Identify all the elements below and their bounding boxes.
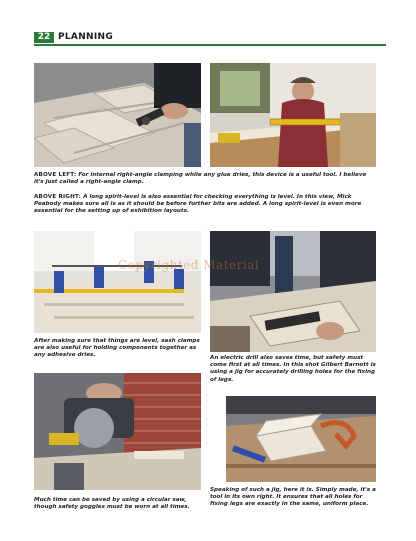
watermark: Copyrighted Material [118, 258, 260, 272]
photo-drilling-jig [226, 396, 376, 482]
header-rule [34, 44, 386, 46]
caption-jig [210, 487, 376, 509]
caption-circular-saw [34, 497, 201, 511]
page-number: 22 [34, 32, 54, 43]
caption-electric-drill [210, 355, 376, 384]
caption-text: After making sure that things are level, sash clamps are also useful for holding components together as any adhesive dries. [34, 338, 200, 359]
section-title: PLANNING [58, 32, 114, 42]
page-header [34, 32, 386, 43]
photo-right-angle-clamp [34, 63, 201, 167]
caption-text: Speaking of such a jig, here it is. Simply made, it's a tool in its own right. It ensures that all holes for fixing legs are exactly in the same, uniform place. [210, 487, 376, 508]
caption-text: A long spirit-level is also essential for checking everything is level. In this view, Mick Peabody makes sure all is as it should be before further bits are added. A long spirit-level is even more essential for the setting up of exhibition layouts. [34, 194, 362, 215]
caption-above-right [34, 194, 376, 216]
caption-label: ABOVE RIGHT: [34, 194, 82, 200]
caption-text: For internal right-angle clamping while any glue dries, this device is a useful tool. I believe it's just called a right-angle clamp. [34, 172, 367, 186]
caption-label: ABOVE LEFT: [34, 172, 77, 178]
caption-text: An electric drill also saves time, but safety must come first at all times. In this shot Gilbert Barnott is using a jig for accurately drilling holes for the fixing of legs. [210, 355, 376, 383]
photo-sash-clamps [34, 231, 201, 333]
caption-sash-clamps [34, 338, 201, 360]
photo-circular-saw [34, 373, 201, 490]
caption-text: Much time can be saved by using a circular saw, though safety goggles must be worn at all times. [34, 497, 190, 511]
photo-spirit-level [210, 63, 376, 167]
photo-electric-drill [210, 231, 376, 352]
caption-above-left [34, 172, 376, 186]
